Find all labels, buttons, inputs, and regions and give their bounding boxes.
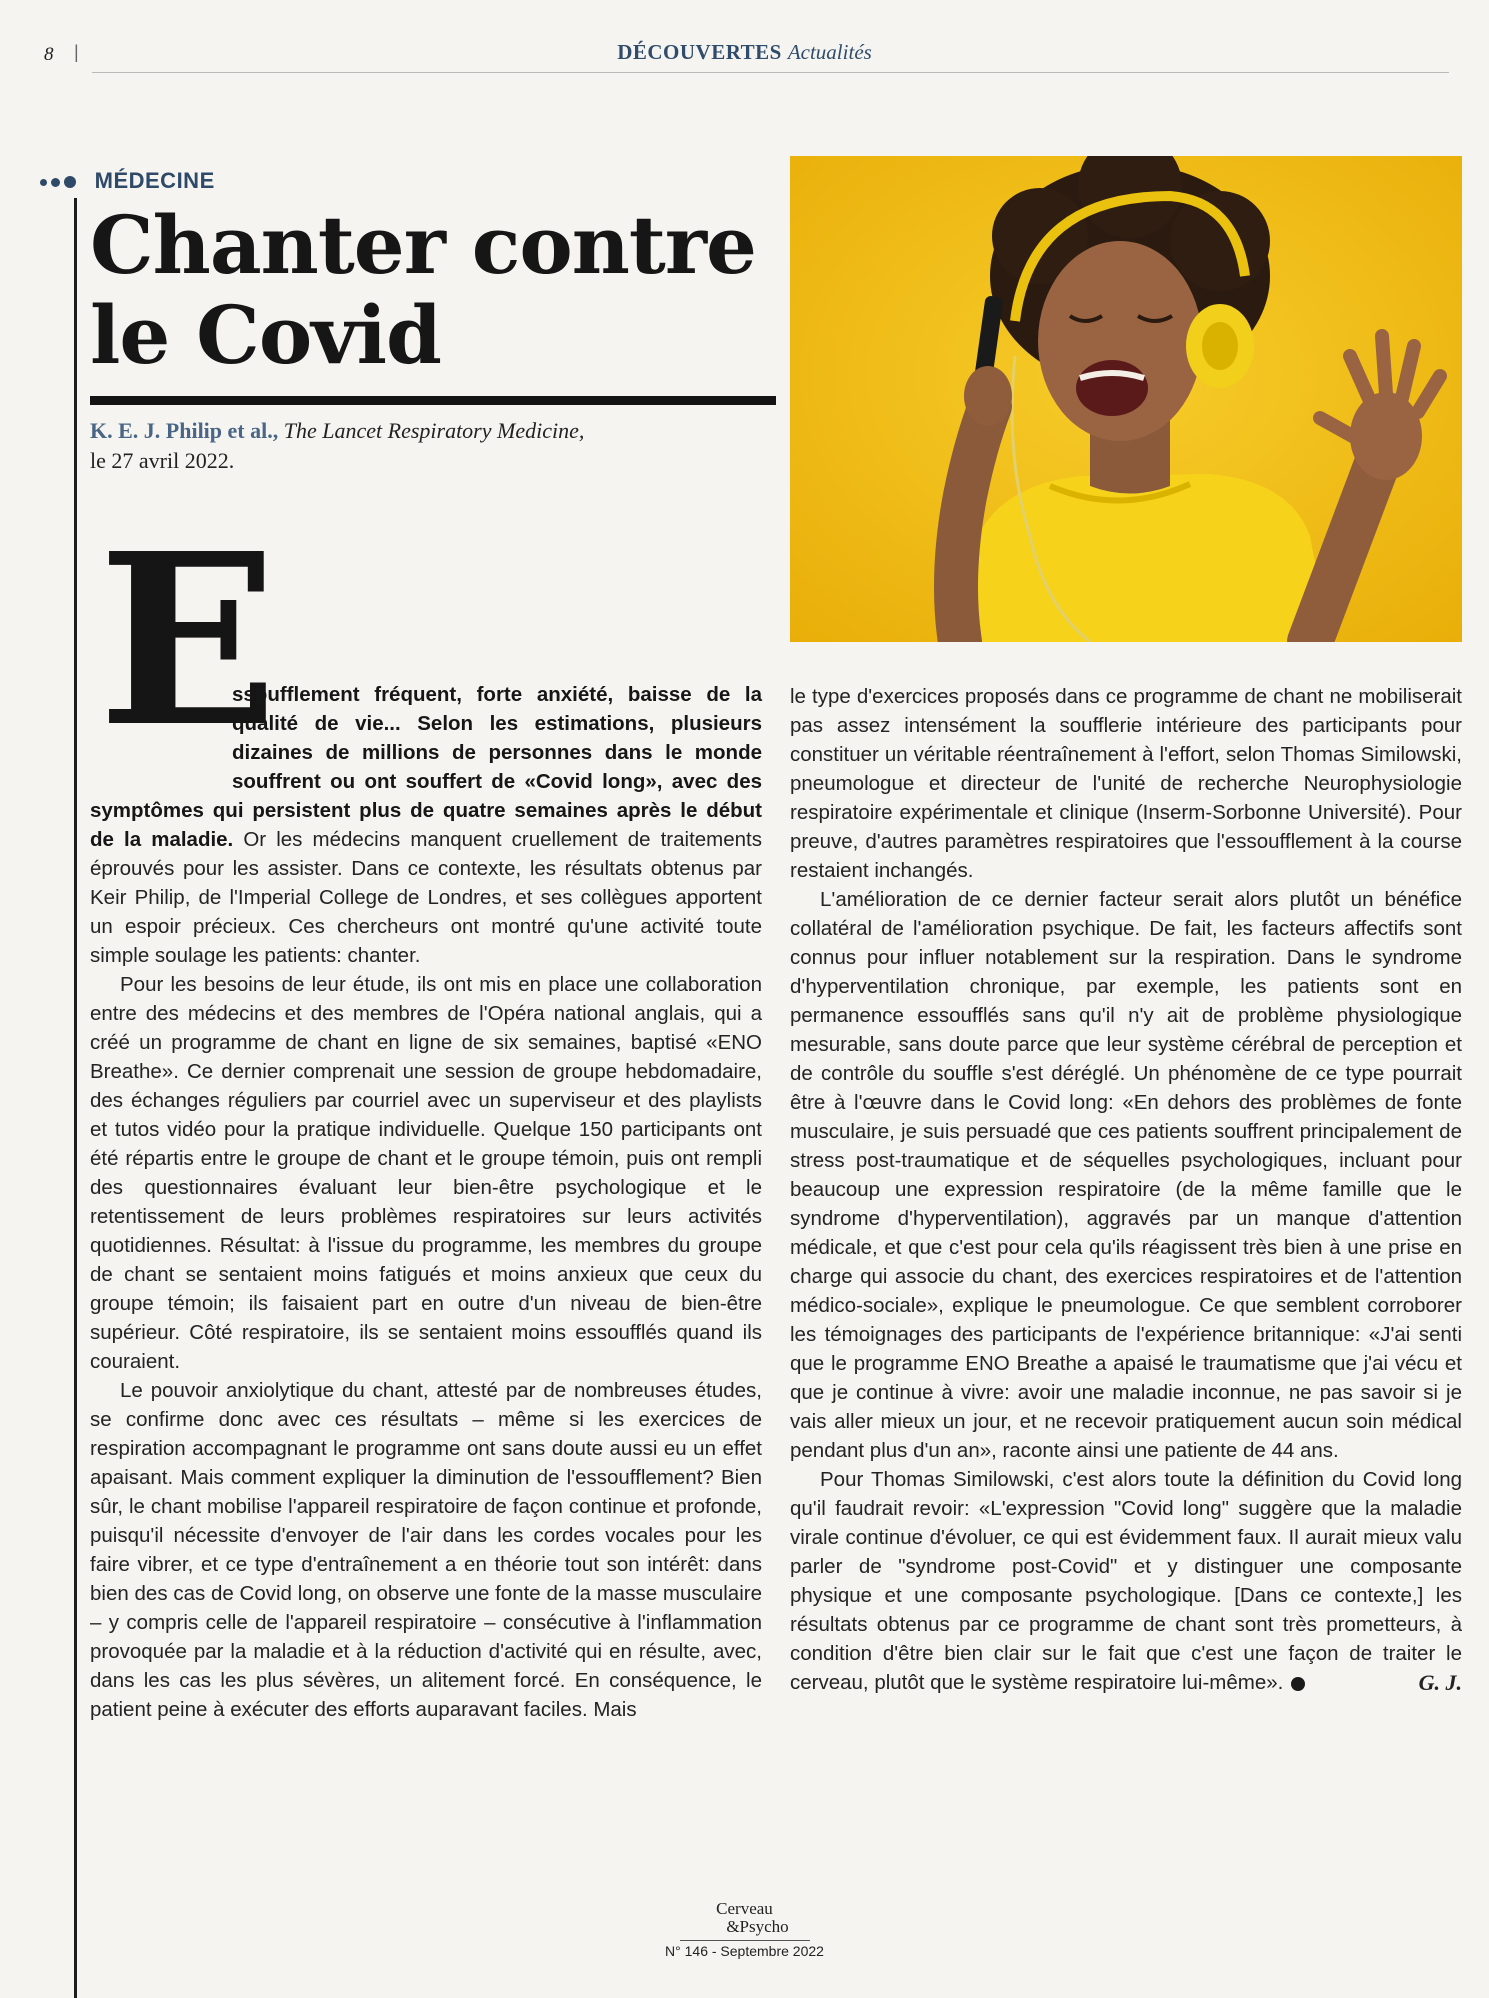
lede-bold: ssoufflement fréquent, forte anxiété, baisse de la qualité de vie... Selon les estimations, plusieurs dizaines de millions de personnes dans le monde souffrent ou ont souffert de «Covid long», avec des symptômes qui persistent plus de quatre semaines après le début de la maladie. — [90, 683, 762, 851]
paragraph-4: le type d'exercices proposés dans ce programme de chant ne mobiliserait pas assez intensément la soufflerie intérieure des participants pour constituer un véritable réentraînement à l'effort, selon Thomas Similowski, pneumologue et directeur de l'unité de recherche Neurophysiologie respiratoire expérimentale et clinique (Inserm-Sorbonne Université). Pour preuve, d'autres paramètres respiratoires que l'essoufflement à la course restaient inchangés. — [790, 685, 1462, 882]
magazine-logo-line-2: &Psycho — [726, 1917, 789, 1936]
lede-rest: Or les médecins manquent cruellement de traitements éprouvés pour les assister. Dans ce contexte, les résultats obtenus par Keir Philip, de l'Imperial College de Londres, et ses collègues apportent un espoir précieux. Ces chercheurs ont montré qu'une activité toute simple soulage les patients: chanter. — [90, 828, 762, 967]
footer — [0, 1900, 1489, 1959]
photo-singing-woman — [790, 156, 1462, 642]
paragraph-6-text: Pour Thomas Similowski, c'est alors toute la définition du Covid long qu'il faudrait revoir: «L'expression "Covid long" suggère que la maladie virale continue d'évoluer, ce qui est évidemment faux. Il aurait mieux valu parler de "syndrome post-Covid" et y distinguer une composante physique et une composante psychologique. [Dans ce contexte,] les résultats obtenus par ce programme de chant sont très prometteurs, à condition d'être bien clair sur le fait que c'est une façon de traiter le cerveau, plutôt que le système respiratoire lui-même». — [790, 1468, 1462, 1694]
drop-cap: E — [98, 501, 278, 779]
reference-journal: The Lancet Respiratory Medicine, — [283, 418, 585, 443]
article-column-right — [790, 682, 1462, 1697]
headline — [90, 200, 790, 380]
issue-info: N° 146 - Septembre 2022 — [665, 1943, 824, 1959]
photo-illustration — [790, 156, 1462, 642]
magazine-logo-line-1: Cerveau — [716, 1899, 773, 1918]
header-rule — [92, 72, 1449, 73]
footer-rule — [680, 1940, 810, 1941]
end-mark-icon — [1291, 1677, 1305, 1691]
kicker-label: MÉDECINE — [94, 168, 215, 193]
drop-cap-spacer — [90, 680, 232, 792]
reference-authors: K. E. J. Philip et al., — [90, 418, 279, 443]
reference — [90, 416, 740, 476]
paragraph-5: L'amélioration de ce dernier facteur serait alors plutôt un bénéfice collatéral de l'amélioration psychique. De fait, les facteurs affectifs sont connus pour influer notablement sur la respiration. Dans le syndrome d'hyperventilation chronique, par exemple, les patients sont en permanence essoufflés sans qu'il n'y ait de problème physiologique mesurable, sans doute parce que leur système cérébral de perception et de contrôle du souffle s'est déréglé. Un phénomène de ce type pourrait être à l'œuvre dans le Covid long: «En dehors des problèmes de fonte musculaire, je suis persuadé que ces patients souffrent principalement de stress post-traumatique et de séquelles psychologiques, incluant pour beaucoup une expression respiratoire (de la même famille que le syndrome d'hyperventilation), aggravés par un manque d'attention médicale, et que c'est pour cela qu'ils réagissent très bien à une prise en charge qui associe du chant, des exercices respiratoires et de l'attention médico-sociale», explique le pneumologue. Ce que semblent corroborer les témoignages des participants de l'expérience britannique: «J'ai senti que le programme ENO Breathe a apaisé le traumatisme que j'ai vécu et que je continue à vivre: avoir une maladie inconnue, ne pas savoir si je vais aller mieux un jour, et ne recevoir pratiquement aucun soin médical pendant plus d'un an», raconte ainsi une patiente de 44 ans. — [790, 888, 1462, 1462]
paragraph-3: Le pouvoir anxiolytique du chant, attesté par de nombreuses études, se confirme donc avec ces résultats – même si les exercices de respiration accompagnant le programme ont sans doute aussi eu un effet apaisant. Mais comment expliquer la diminution de l'essoufflement? Bien sûr, le chant mobilise l'appareil respiratoire de façon continue et profonde, puisqu'il nécessite d'envoyer de l'air dans les cordes vocales pour les faire vibrer, et ce type d'entraînement a en théorie tout son intérêt: dans bien des cas de Covid long, on observe une fonte de la masse musculaire – y compris celle de l'appareil respiratoire – consécutive à l'inflammation provoquée par la maladie et à la réduction d'activité qui en résulte, avec, dans les cas les plus sévères, un alitement forcé. En conséquence, le patient peine à exécuter des efforts auparavant faciles. Mais — [90, 1379, 762, 1721]
headline-line-1: Chanter contre — [90, 198, 756, 292]
author-initials: G. J. — [1418, 1670, 1462, 1695]
column-rule — [74, 198, 77, 1998]
page-number: 8 — [44, 44, 54, 65]
headline-line-2: le Covid — [90, 288, 441, 382]
section-title: DÉCOUVERTES — [617, 40, 782, 64]
kicker-dots-icon — [40, 175, 88, 189]
kicker — [40, 168, 215, 194]
reference-date: le 27 avril 2022. — [90, 448, 235, 473]
lede-paragraph — [90, 680, 762, 970]
article-column-left — [90, 680, 762, 1724]
page-number-separator: | — [74, 42, 79, 62]
headline-rule — [90, 396, 776, 405]
subsection-title: Actualités — [787, 40, 872, 64]
paragraph-6 — [790, 1465, 1462, 1697]
running-head — [0, 40, 1489, 65]
paragraph-2: Pour les besoins de leur étude, ils ont mis en place une collaboration entre des médecins et des membres de l'Opéra national anglais, qui a créé un programme de chant en ligne de six semaines, baptisé «ENO Breathe». Ce dernier comprenait une session de groupe hebdomadaire, des échanges réguliers par courriel avec un superviseur et des playlists et tutos vidéo pour la pratique individuelle. Quelque 150 participants ont été répartis entre le groupe de chant et le groupe témoin, puis ont rempli des questionnaires évaluant leur bien-être psychologique et le retentissement de leurs problèmes respiratoires sur leurs activités quotidiennes. Résultat: à l'issue du programme, les membres du groupe de chant se sentaient moins fatigués et moins anxieux que ceux du groupe témoin; ils faisaient part en outre d'un niveau de bien-être supérieur. Côté respiratoire, ils se sentaient moins essoufflés quand ils couraient. — [90, 973, 762, 1373]
